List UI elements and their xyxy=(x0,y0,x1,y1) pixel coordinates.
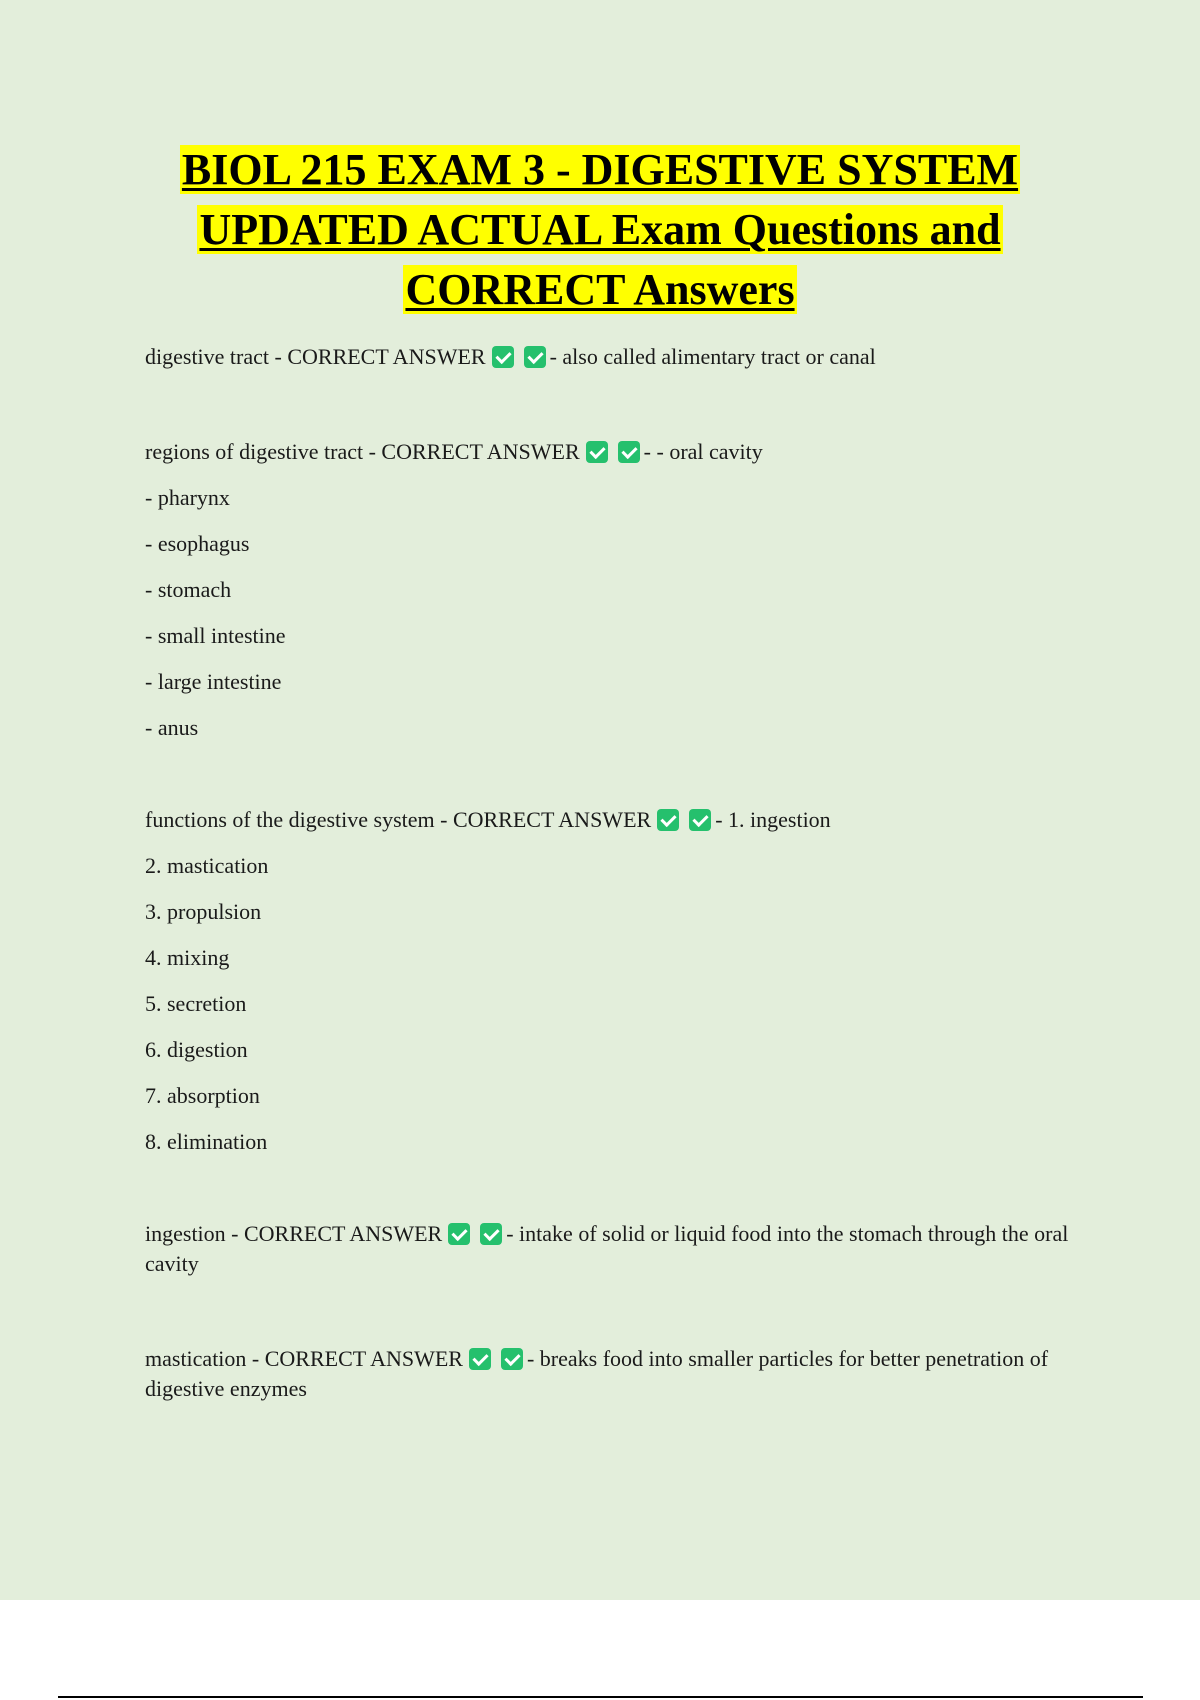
check-icon xyxy=(524,346,546,368)
check-icon xyxy=(480,1223,502,1245)
document-title xyxy=(90,140,1110,320)
qa-item-digestive-tract xyxy=(145,342,1085,372)
qa-question-line xyxy=(145,342,1085,372)
check-icon xyxy=(492,346,514,368)
qa-question-line xyxy=(145,1344,1085,1404)
qa-answer: - breaks food into smaller particles for better penetration of digestive enzymes xyxy=(145,1346,1049,1401)
qa-term: digestive tract - CORRECT ANSWER xyxy=(145,344,486,369)
qa-term: functions of the digestive system - CORRECT ANSWER xyxy=(145,807,652,832)
qa-answer-line: 6. digestion xyxy=(145,1037,248,1062)
qa-answer: - intake of solid or liquid food into the stomach through the oral cavity xyxy=(145,1221,1069,1276)
qa-answer-line: - large intestine xyxy=(145,669,282,694)
title-line xyxy=(90,200,1110,260)
qa-question-line xyxy=(145,1219,1085,1279)
check-icon xyxy=(657,809,679,831)
qa-answer-line: 3. propulsion xyxy=(145,899,262,924)
check-icon xyxy=(469,1348,491,1370)
qa-answer-line: - small intestine xyxy=(145,623,286,648)
qa-term: regions of digestive tract - CORRECT ANSWER xyxy=(145,439,580,464)
qa-item-regions xyxy=(145,437,1085,743)
title-line-2: UPDATED ACTUAL Exam Questions and xyxy=(199,205,1001,254)
qa-answer-line: 7. absorption xyxy=(145,1083,260,1108)
check-icon xyxy=(618,441,640,463)
title-line xyxy=(90,140,1110,200)
check-icon xyxy=(448,1223,470,1245)
qa-answer-line: - anus xyxy=(145,715,199,740)
title-line xyxy=(90,260,1110,320)
footer-divider xyxy=(58,1696,1143,1698)
qa-question-line xyxy=(145,437,1085,467)
qa-item-functions xyxy=(145,805,1085,1157)
check-icon xyxy=(501,1348,523,1370)
qa-answer: - 1. ingestion xyxy=(715,807,831,832)
qa-question-line xyxy=(145,805,1085,835)
qa-item-ingestion xyxy=(145,1219,1085,1279)
qa-answer-line: 8. elimination xyxy=(145,1129,268,1154)
qa-item-mastication xyxy=(145,1344,1085,1404)
qa-answer-line: 2. mastication xyxy=(145,853,269,878)
qa-answer-line: 4. mixing xyxy=(145,945,230,970)
qa-term: mastication - CORRECT ANSWER xyxy=(145,1346,463,1371)
qa-term: ingestion - CORRECT ANSWER xyxy=(145,1221,443,1246)
title-line-1: BIOL 215 EXAM 3 - DIGESTIVE SYSTEM xyxy=(181,145,1019,194)
qa-answer: - - oral cavity xyxy=(643,439,763,464)
qa-answer-line: - esophagus xyxy=(145,531,250,556)
check-icon xyxy=(689,809,711,831)
check-icon xyxy=(586,441,608,463)
qa-answer-line: 5. secretion xyxy=(145,991,247,1016)
title-line-3: CORRECT Answers xyxy=(405,265,795,314)
qa-answer-line: - stomach xyxy=(145,577,232,602)
qa-answer: - also called alimentary tract or canal xyxy=(549,344,876,369)
qa-list xyxy=(145,342,1085,1469)
qa-answer-line: - pharynx xyxy=(145,485,230,510)
